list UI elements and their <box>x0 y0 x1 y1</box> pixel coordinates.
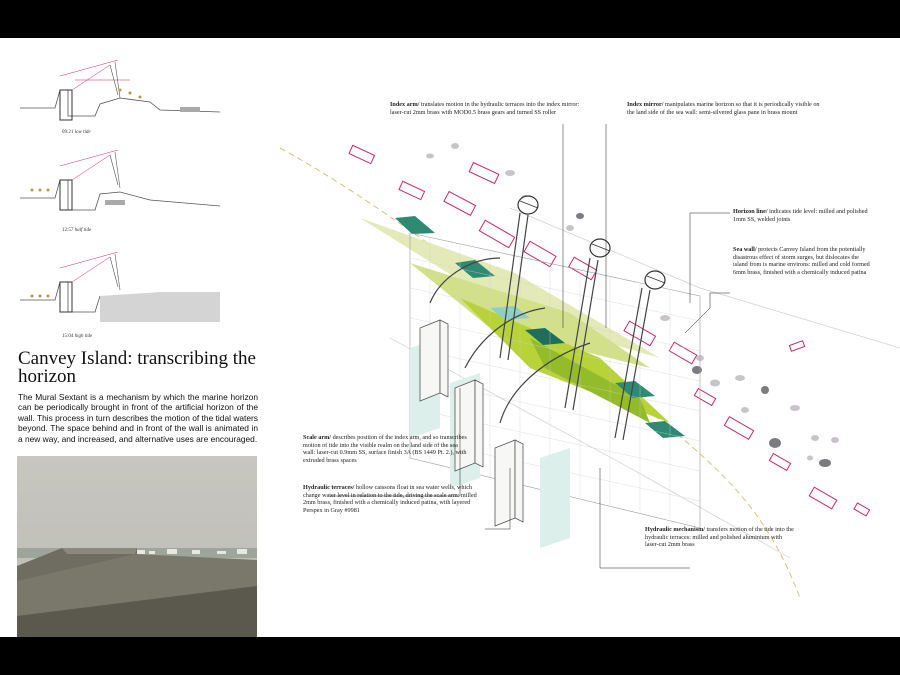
half-tide-caption: 12:57 half tide <box>62 228 92 233</box>
high-tide-caption: 15:04 high tide <box>62 334 93 339</box>
hydraulic-terraces-annotation: Hydraulic terraces/ hollow caissons float in sea water wells, which change water level in relation to the tide, driving the scale arm: milled 2mm brass, finished with a chemically induced patina, with layered Perspex in Gray #9981 <box>303 484 477 514</box>
page-title: Canvey Island: transcribing the horizon <box>18 348 256 387</box>
low-tide-caption: 09:21 low tide <box>62 130 91 135</box>
sea-wall-annotation: Sea wall/ protects Canvey Island from the potentially disastrous effect of storm surges, but dislocates the island from is marine environs: milled and cold formed 6mm brass, finished with a chemically induced patina <box>733 246 870 276</box>
high-tide-section-sketch <box>20 252 220 322</box>
scale-arm-annotation: Scale arm/ describes position of the index arm, and so transcribes motion of tide into the visible realm on the land side of the sea wall: laser-cut 0.9mm SS, surface finish 3A (BS 1449 Pt. 2.), with extruded brass spaces <box>303 434 467 464</box>
hydraulic-mechanism-annotation: Hydraulic mechanism/ transfers motion of the tide into the hydraulic terraces: milled and polished aluminium with laser-cut 2mm brass <box>645 526 794 549</box>
index-mirror-annotation: Index mirror/ manipulates marine horizon so that it is periodically visible on the land side of the sea wall: semi-silvered glass pane in brass mount <box>627 101 820 116</box>
intro-paragraph: The Mural Sextant is a mechanism by which the marine horizon can be periodically brought in front of the artificial horizon of the wall. This process in turn describes the motion of the tidal waters beyond. The space behind and in front of the wall is animated in a new way, and increased, and alternative uses are encouraged. <box>18 392 258 444</box>
index-arm-annotation: Index arm/ translates motion in the hydraulic terraces into the index mirror: laser-cut 2mm brass with MOD0.5 brass gears and turned SS roller <box>390 101 580 116</box>
low-tide-section-sketch <box>20 60 220 130</box>
horizon-line-annotation: Horizon line/ indicates tide level: milled and polished 1mm SS, welded joints <box>733 208 868 223</box>
presentation-sheet <box>0 38 900 637</box>
mural-sextant-axonometric <box>270 38 900 637</box>
sea-wall-photo <box>17 456 257 637</box>
half-tide-section-sketch <box>20 150 220 220</box>
